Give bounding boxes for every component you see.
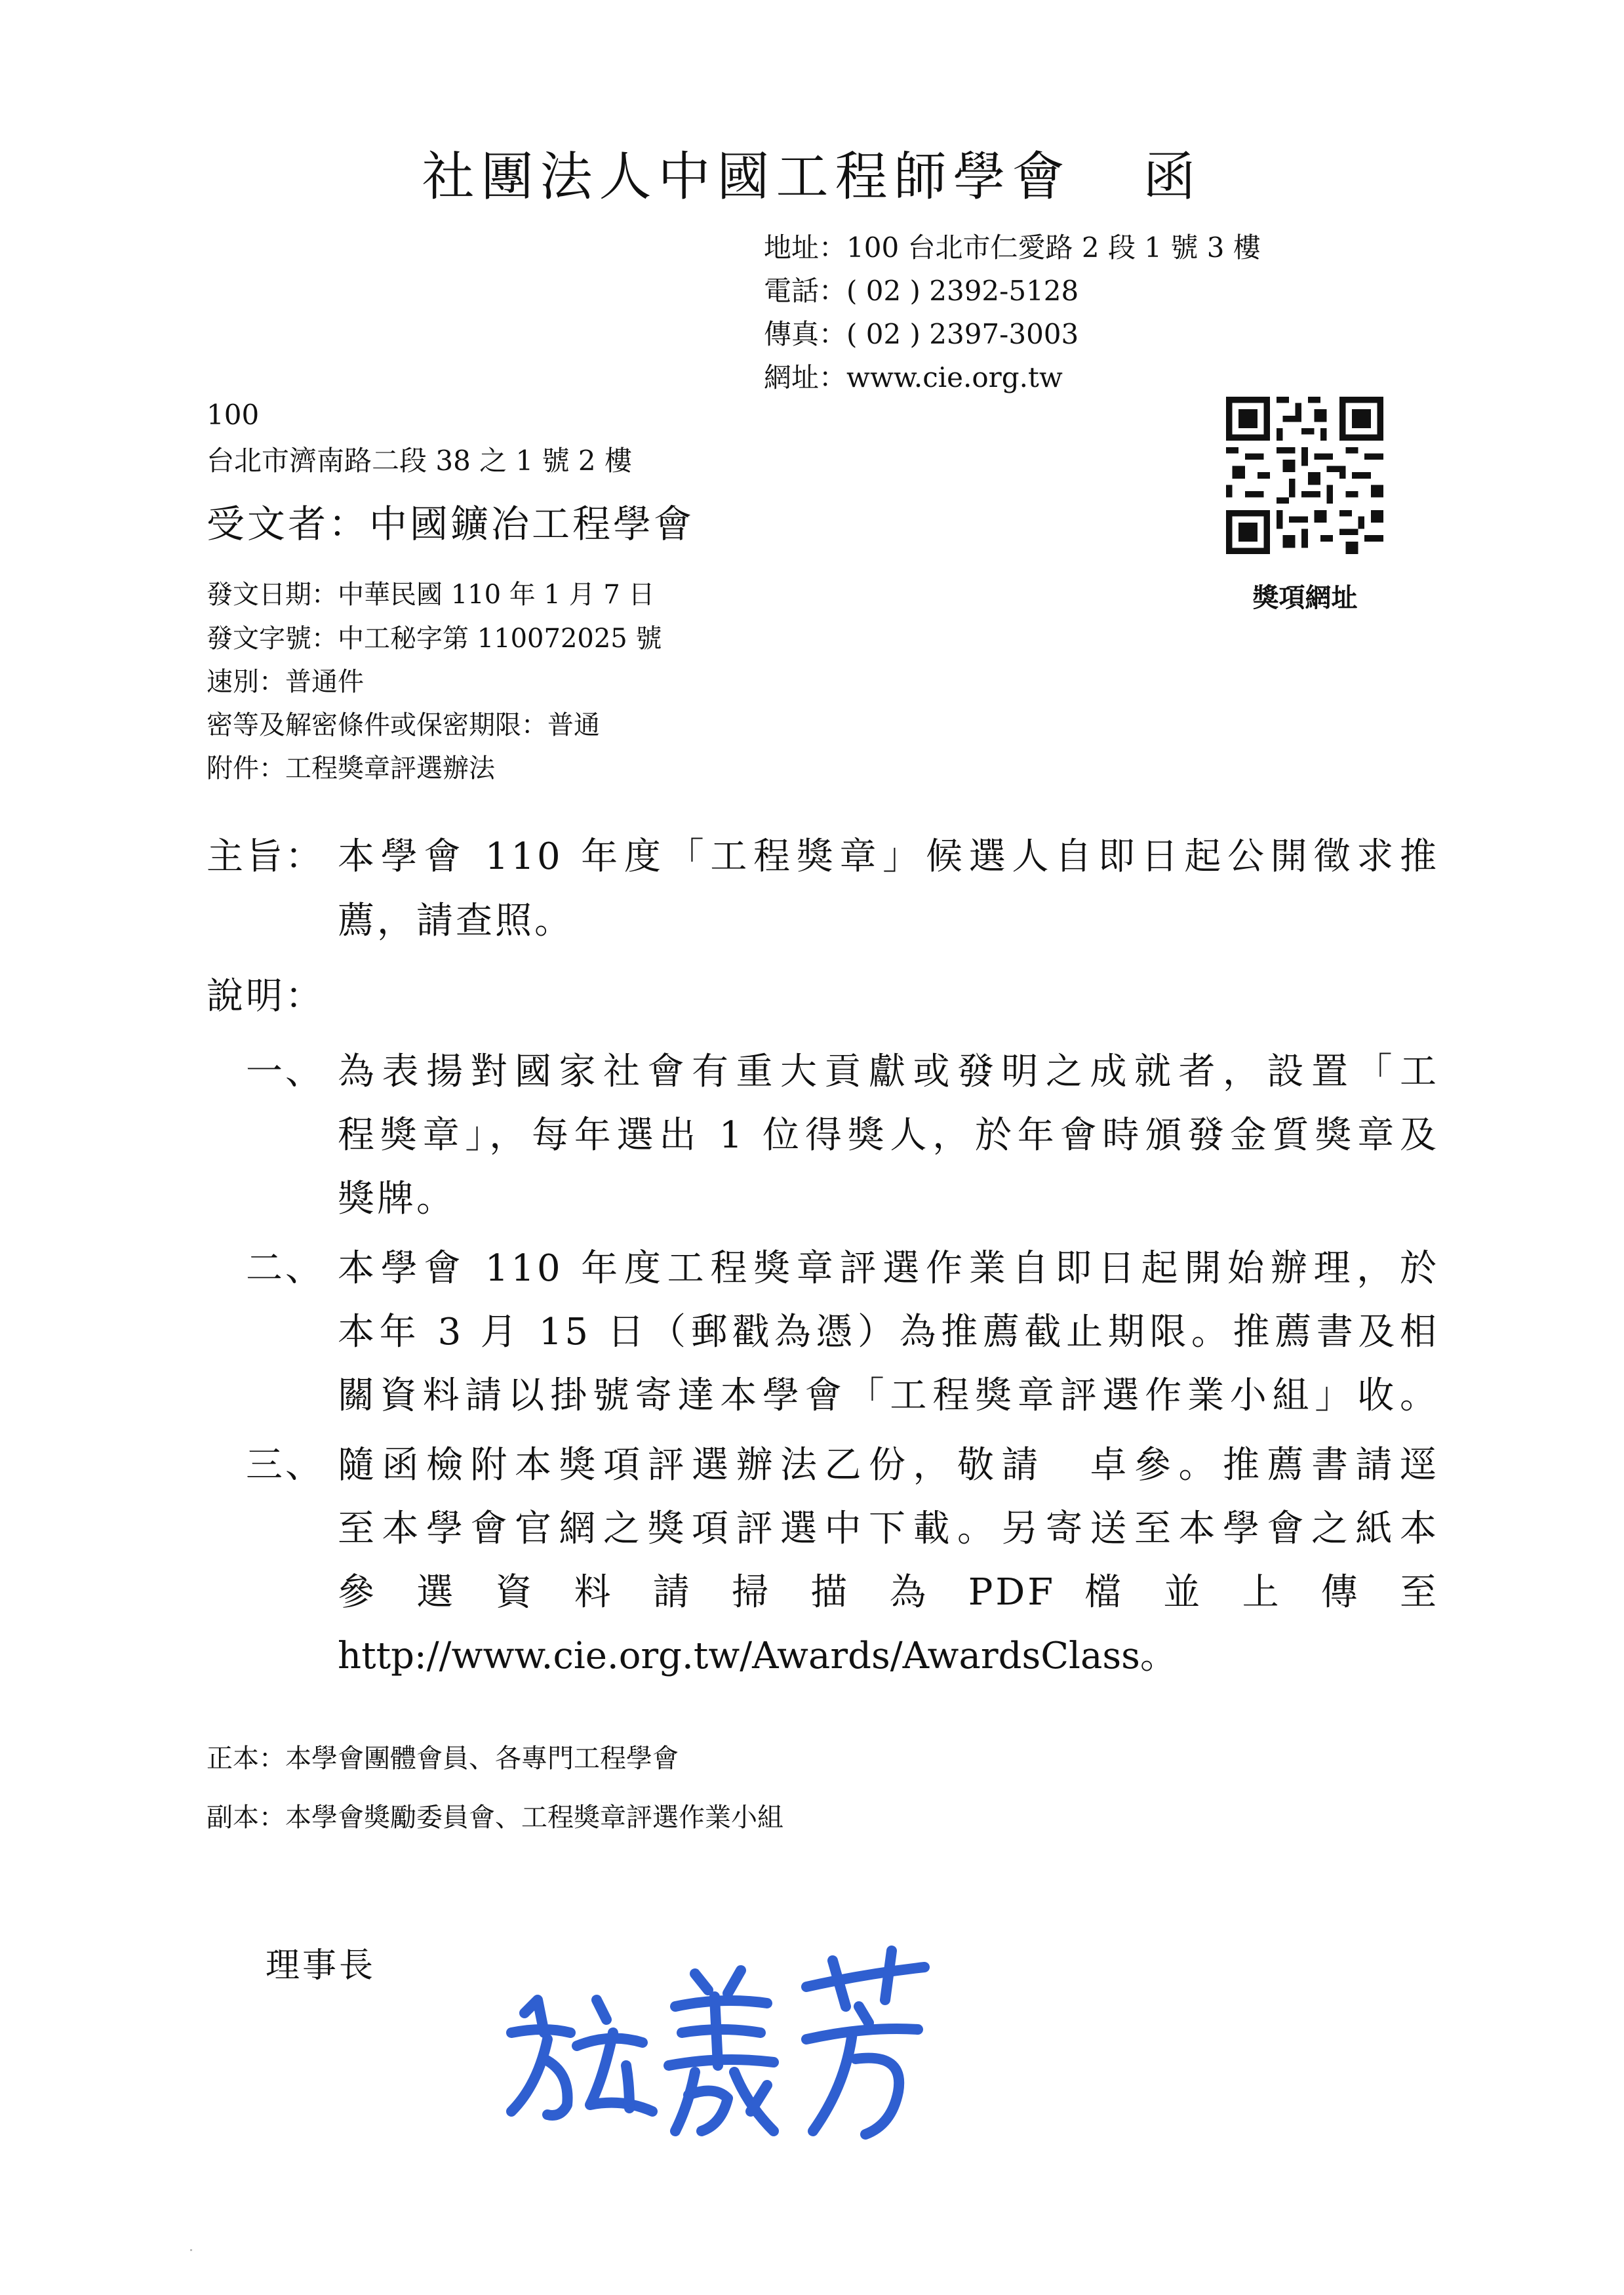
item-line: 程獎章」，每年選出 1 位得獎人，於年會時頒發金質獎章及: [338, 1114, 1439, 1157]
item-url-line: http://www.cie.org.tw/Awards/AwardsClass。: [338, 1635, 1177, 1677]
item-number: 三、: [246, 1444, 325, 1487]
item-line: 為表揚對國家社會有重大貢獻或發明之成就者，設置「工: [338, 1050, 1439, 1093]
recipient-address: 台北市濟南路二段 38 之 1 號 2 樓: [207, 445, 632, 477]
item-number: 一、: [246, 1050, 325, 1093]
item-line: 獎牌。: [338, 1178, 456, 1220]
subject-line: 薦，請查照。: [338, 900, 574, 942]
chairman-title: 理事長: [266, 1946, 376, 1986]
item-number: 二、: [246, 1247, 325, 1290]
qr-label: 獎項網址: [1252, 582, 1358, 613]
recipient-zip: 100: [207, 399, 260, 431]
subject-label: 主旨：: [207, 835, 325, 878]
item-line: 本學會 110 年度工程獎章評選作業自即日起開始辦理，於: [338, 1247, 1439, 1290]
org-phone: 電話：( 02 ) 2392-5128: [764, 275, 1079, 307]
delivery-speed: 速別：普通件: [207, 667, 364, 697]
org-fax: 傳真：( 02 ) 2397-3003: [764, 318, 1079, 350]
recipient-name: 受文者：中國鑛冶工程學會: [207, 502, 695, 546]
subject-line: 本學會 110 年度「工程獎章」候選人自即日起公開徵求推: [338, 835, 1439, 878]
copy-recipients: 副本：本學會獎勵委員會、工程獎章評選作業小組: [207, 1803, 783, 1833]
item-line: 關資料請以掛號寄達本學會「工程獎章評選作業小組」收。: [338, 1374, 1439, 1417]
qr-code-image: [1226, 397, 1383, 554]
item-line: 參 選 資 料 請 掃 描 為 PDF 檔 並 上 傳 至: [338, 1571, 1440, 1614]
letter-title: [0, 134, 1624, 210]
item-line: 至本學會官網之獎項評選中下載。另寄送至本學會之紙本: [338, 1507, 1439, 1550]
scan-speck: [190, 2249, 192, 2251]
attachment: 附件：工程獎章評選辦法: [207, 753, 495, 784]
item-line: 本年 3 月 15 日（郵戳為憑）為推薦截止期限。推薦書及相: [338, 1311, 1439, 1353]
org-address: 地址：100 台北市仁愛路 2 段 1 號 3 樓: [764, 231, 1261, 264]
explanation-label: 說明：: [207, 975, 325, 1018]
org-title: 社團法人中國工程師學會: [422, 146, 1071, 207]
reference-number: 發文字號：中工秘字第 110072025 號: [207, 624, 662, 654]
handwritten-signature-image: [498, 1934, 951, 2151]
security-level: 密等及解密條件或保密期限：普通: [207, 710, 600, 740]
issue-date: 發文日期：中華民國 110 年 1 月 7 日: [207, 580, 655, 610]
item-line: 隨函檢附本獎項評選辦法乙份，敬請 卓參。推薦書請逕: [338, 1444, 1439, 1487]
original-recipients: 正本：本學會團體會員、各專門工程學會: [207, 1744, 679, 1774]
org-website: 網址：www.cie.org.tw: [764, 361, 1063, 393]
doc-type: 函: [1143, 146, 1202, 207]
